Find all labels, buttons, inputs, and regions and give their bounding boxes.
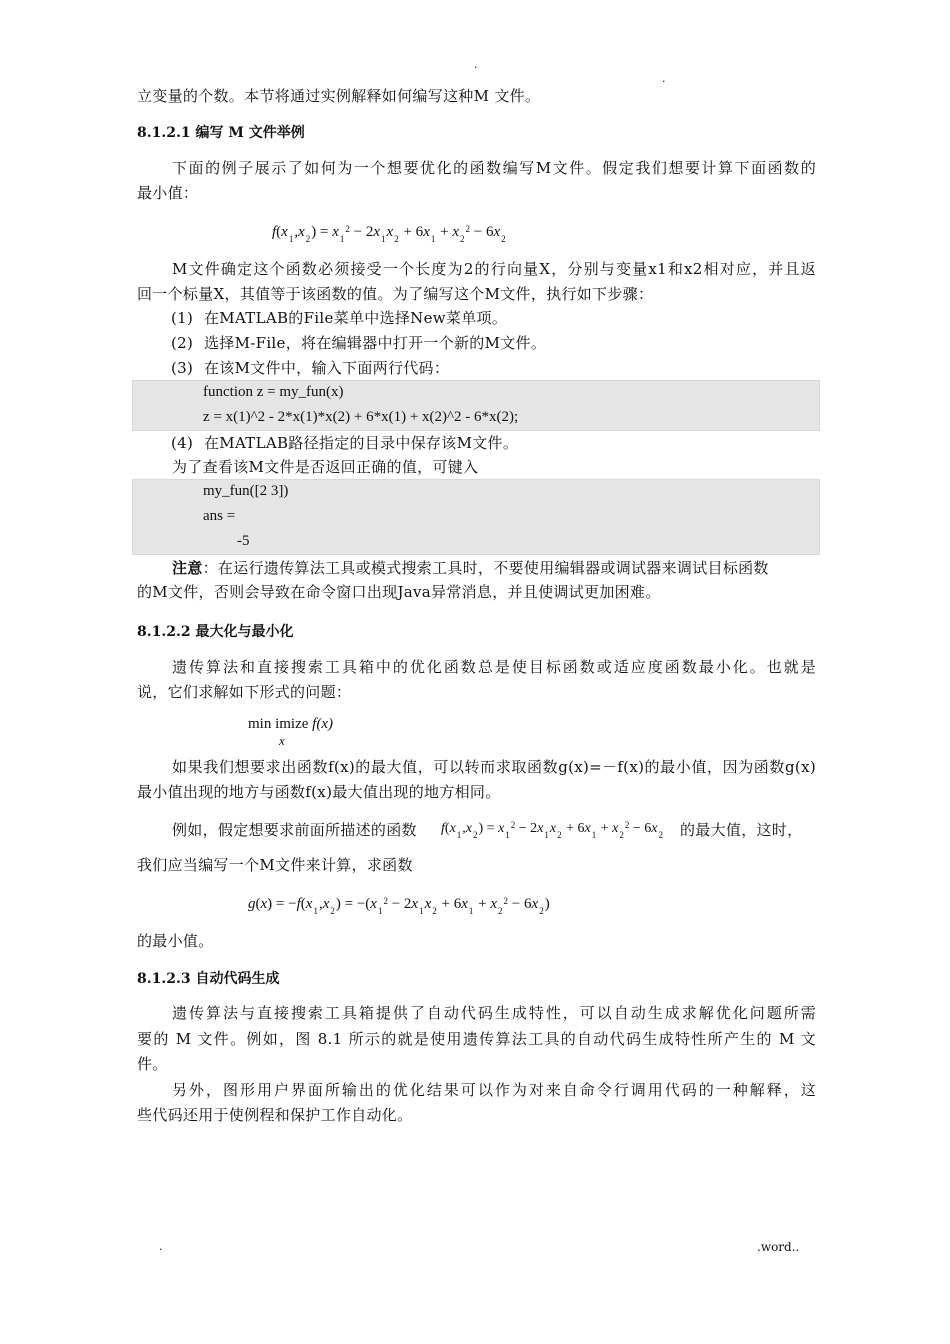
code-line: z = x(1)^2 - 2*x(1)*x(2) + 6*x(1) + x(2)^2 - 6*x(2);	[203, 409, 519, 425]
footer-dot: .	[159, 1240, 163, 1253]
paragraph-line: 回一个标量X，其值等于该函数的值。为了编写这个M文件，执行如下步骤：	[137, 285, 654, 303]
header-dot: .	[474, 58, 478, 71]
paragraph-line: 件。	[137, 1055, 168, 1073]
paragraph-line: 的最小值。	[137, 932, 214, 950]
paragraph-line: 例如，假定想要求前面所描述的函数	[172, 821, 417, 839]
header-dot: .	[662, 72, 666, 85]
inline-equation-f: $f(x_1,x_2) = x_1^2 - 2x_1x_2 + 6x_1 + x_2^2 - 6x_2$	[441, 820, 663, 840]
paragraph-line: 些代码还用于使例程和保护工作自动化。	[137, 1106, 413, 1124]
paragraph-line: 最小值：	[137, 184, 199, 202]
paragraph-line: 下面的例子展示了如何为一个想要优化的函数编写M文件。假定我们想要计算下面函数的	[172, 159, 816, 177]
paragraph-line: 为了查看该M文件是否返回正确的值，可键入	[172, 458, 479, 476]
minimize-variable: x	[279, 733, 285, 748]
step-text: 选择M-File，将在编辑器中打开一个新的M文件。	[204, 334, 547, 352]
paragraph-line: 遗传算法与直接搜索工具箱提供了自动代码生成特性，可以自动生成求解优化问题所需	[172, 1004, 816, 1022]
step-number: (2)	[171, 334, 194, 352]
code-block	[132, 479, 820, 555]
step-number: (4)	[171, 434, 194, 452]
minimize-operator: min imize	[248, 716, 309, 732]
code-block	[132, 380, 820, 431]
step-text: 在MATLAB路径指定的目录中保存该M文件。	[204, 434, 519, 452]
note-line	[172, 556, 769, 580]
paragraph-line: M文件确定这个函数必须接受一个长度为2的行向量X，分别与变量x1和x2相对应，并且返	[172, 260, 816, 278]
code-line: ans =	[203, 508, 236, 524]
code-line: my_fun([2 3])	[203, 483, 289, 499]
minimize-function: f(x)	[312, 716, 333, 732]
paragraph-line: 最小值出现的地方与函数f(x)最大值出现的地方相同。	[137, 783, 501, 801]
step-number: (3)	[171, 359, 194, 377]
minimize-expression	[248, 716, 333, 733]
paragraph-line: 说，它们求解如下形式的问题：	[137, 683, 352, 701]
paragraph-line: 另外，图形用户界面所输出的优化结果可以作为对来自命令行调用代码的一种解释，这	[172, 1081, 816, 1099]
code-line: -5	[237, 533, 250, 549]
step-text: 在MATLAB的File菜单中选择New菜单项。	[204, 309, 508, 327]
paragraph-line: 遗传算法和直接搜索工具箱中的优化函数总是使目标函数或适应度函数最小化。也就是	[172, 658, 816, 676]
step-text: 在该M文件中，输入下面两行代码：	[204, 359, 450, 377]
paragraph-line: 如果我们想要求出函数f(x)的最大值，可以转而求取函数g(x)=－f(x)的最小值，因为函数g(x)	[172, 758, 816, 776]
section-heading: 8.1.2.2 最大化与最小化	[137, 624, 294, 640]
paragraph-line: 的最大值，这时，	[680, 821, 803, 839]
paragraph-line: 我们应当编写一个M文件来计算，求函数	[137, 856, 413, 874]
equation-g: $g(x) = -f(x_1,x_2) = -(x_1^2 - 2x_1x_2 + 6x_1 + x_2^2 - 6x_2)$	[248, 896, 550, 916]
note-text: ：在运行遗传算法工具或模式搜索工具时，不要使用编辑器或调试器来调试目标函数	[202, 559, 769, 577]
note-label: 注意	[172, 559, 203, 577]
intro-line: 立变量的个数。本节将通过实例解释如何编写这种M 文件。	[137, 87, 541, 105]
section-heading: 8.1.2.1 编写 M 文件举例	[137, 125, 305, 141]
equation-f: $f(x_1,x_2) = x_1^2 - 2x_1x_2 + 6x_1 + x_2^2 - 6x_2$	[272, 224, 506, 244]
step-number: (1)	[171, 309, 194, 327]
paragraph-line: 要的 M 文件。例如，图 8.1 所示的就是使用遗传算法工具的自动代码生成特性所产生的 M 文	[137, 1030, 816, 1048]
paragraph-line: 的M文件，否则会导致在命令窗口出现Java异常消息，并且使调试更加困难。	[137, 583, 661, 601]
section-heading: 8.1.2.3 自动代码生成	[137, 971, 280, 987]
footer-text: .word..	[757, 1240, 800, 1254]
code-line: function z = my_fun(x)	[203, 384, 344, 400]
